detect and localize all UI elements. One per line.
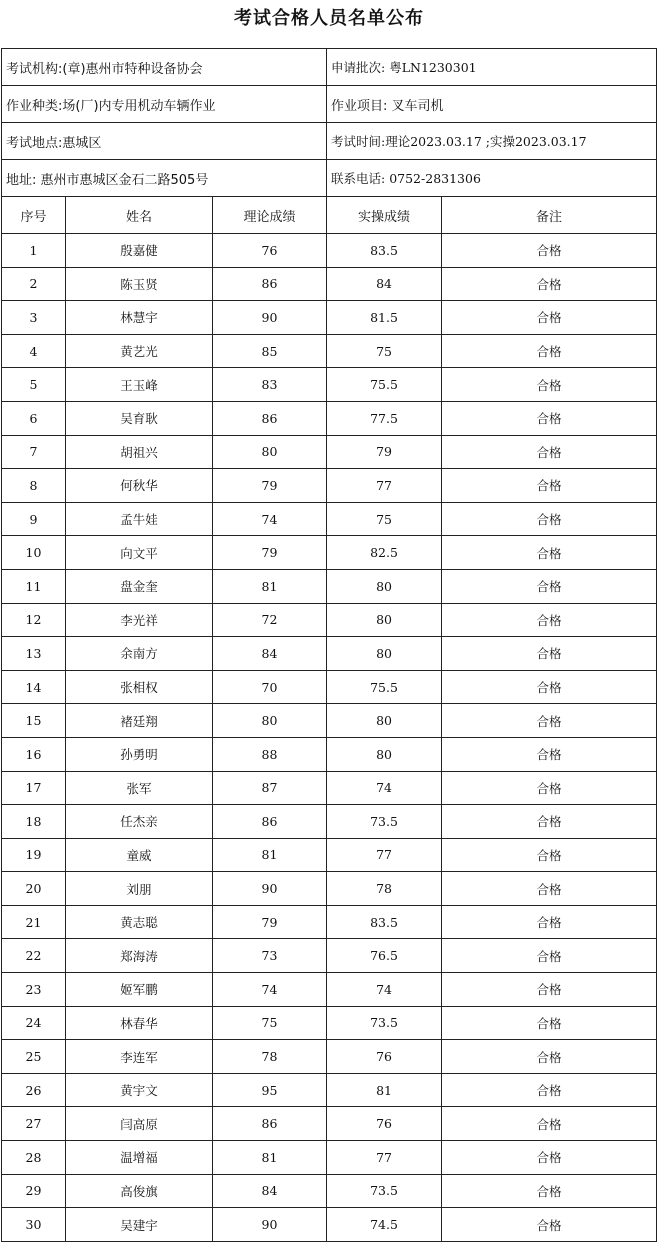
table-row [2, 536, 657, 570]
table-row [2, 1141, 657, 1175]
header-theory: 理论成绩 [213, 197, 327, 234]
table-row [2, 435, 657, 469]
location-cell: 考试地点:惠城区 [2, 123, 327, 160]
remark-cell: 合格 [442, 838, 657, 872]
remark-cell: 合格 [442, 1107, 657, 1141]
name-cell: 刘朋 [66, 872, 213, 906]
remark-cell: 合格 [442, 603, 657, 637]
name-cell: 林春华 [66, 1006, 213, 1040]
practical-score-cell: 80 [327, 569, 442, 603]
practical-score-cell: 80 [327, 704, 442, 738]
time-cell: 考试时间:理论2023.03.17 ;实操2023.03.17 [327, 123, 657, 160]
remark-cell: 合格 [442, 704, 657, 738]
practical-score-cell: 83.5 [327, 234, 442, 268]
seq-cell: 29 [2, 1174, 66, 1208]
name-cell: 姬军鹏 [66, 973, 213, 1007]
table-row [2, 670, 657, 704]
table-row [2, 973, 657, 1007]
practical-score-cell: 77.5 [327, 401, 442, 435]
results-table [1, 48, 657, 1242]
name-cell: 闫高原 [66, 1107, 213, 1141]
theory-score-cell: 81 [213, 569, 327, 603]
theory-score-cell: 73 [213, 939, 327, 973]
practical-score-cell: 81.5 [327, 301, 442, 335]
table-row [2, 1208, 657, 1242]
header-name: 姓名 [66, 197, 213, 234]
practical-score-cell: 75.5 [327, 368, 442, 402]
seq-cell: 11 [2, 569, 66, 603]
name-cell: 高俊旗 [66, 1174, 213, 1208]
table-row [2, 905, 657, 939]
theory-score-cell: 84 [213, 637, 327, 671]
name-cell: 李连军 [66, 1040, 213, 1074]
practical-score-cell: 73.5 [327, 805, 442, 839]
table-row [2, 267, 657, 301]
table-row [2, 771, 657, 805]
seq-cell: 26 [2, 1073, 66, 1107]
seq-cell: 3 [2, 301, 66, 335]
remark-cell: 合格 [442, 1141, 657, 1175]
name-cell: 郑海涛 [66, 939, 213, 973]
info-row-2 [2, 86, 657, 123]
seq-cell: 12 [2, 603, 66, 637]
name-cell: 黄艺光 [66, 334, 213, 368]
practical-score-cell: 74 [327, 771, 442, 805]
practical-score-cell: 75 [327, 502, 442, 536]
practical-score-cell: 84 [327, 267, 442, 301]
seq-cell: 1 [2, 234, 66, 268]
address-cell: 地址: 惠州市惠城区金石二路505号 [2, 160, 327, 197]
table-row [2, 1073, 657, 1107]
table-row [2, 301, 657, 335]
table-row [2, 401, 657, 435]
theory-score-cell: 70 [213, 670, 327, 704]
practical-score-cell: 83.5 [327, 905, 442, 939]
name-cell: 胡祖兴 [66, 435, 213, 469]
remark-cell: 合格 [442, 502, 657, 536]
seq-cell: 30 [2, 1208, 66, 1242]
remark-cell: 合格 [442, 872, 657, 906]
practical-score-cell: 77 [327, 1141, 442, 1175]
remark-cell: 合格 [442, 905, 657, 939]
header-remark: 备注 [442, 197, 657, 234]
remark-cell: 合格 [442, 1208, 657, 1242]
practical-score-cell: 73.5 [327, 1006, 442, 1040]
seq-cell: 6 [2, 401, 66, 435]
table-row [2, 704, 657, 738]
remark-cell: 合格 [442, 301, 657, 335]
theory-score-cell: 81 [213, 1141, 327, 1175]
name-cell: 李光祥 [66, 603, 213, 637]
seq-cell: 25 [2, 1040, 66, 1074]
theory-score-cell: 86 [213, 401, 327, 435]
theory-score-cell: 87 [213, 771, 327, 805]
practical-score-cell: 79 [327, 435, 442, 469]
theory-score-cell: 79 [213, 536, 327, 570]
theory-score-cell: 85 [213, 334, 327, 368]
table-row [2, 1040, 657, 1074]
table-row [2, 368, 657, 402]
seq-cell: 15 [2, 704, 66, 738]
name-cell: 王玉峰 [66, 368, 213, 402]
theory-score-cell: 75 [213, 1006, 327, 1040]
seq-cell: 8 [2, 469, 66, 503]
remark-cell: 合格 [442, 469, 657, 503]
theory-score-cell: 83 [213, 368, 327, 402]
table-row [2, 939, 657, 973]
table-row [2, 1006, 657, 1040]
name-cell: 孟牛娃 [66, 502, 213, 536]
remark-cell: 合格 [442, 805, 657, 839]
seq-cell: 4 [2, 334, 66, 368]
header-seq: 序号 [2, 197, 66, 234]
name-cell: 盘金奎 [66, 569, 213, 603]
theory-score-cell: 80 [213, 435, 327, 469]
practical-score-cell: 82.5 [327, 536, 442, 570]
practical-score-cell: 75.5 [327, 670, 442, 704]
phone-cell: 联系电话: 0752-2831306 [327, 160, 657, 197]
remark-cell: 合格 [442, 569, 657, 603]
page-title: 考试合格人员名单公布 [234, 8, 424, 29]
seq-cell: 28 [2, 1141, 66, 1175]
table-row [2, 872, 657, 906]
table-header-row [2, 197, 657, 234]
theory-score-cell: 79 [213, 469, 327, 503]
table-row [2, 502, 657, 536]
seq-cell: 16 [2, 737, 66, 771]
name-cell: 陈玉贤 [66, 267, 213, 301]
name-cell: 温增福 [66, 1141, 213, 1175]
institution-cell: 考试机构:(章)惠州市特种设备协会 [2, 49, 327, 86]
theory-score-cell: 81 [213, 838, 327, 872]
practical-score-cell: 77 [327, 469, 442, 503]
seq-cell: 2 [2, 267, 66, 301]
remark-cell: 合格 [442, 637, 657, 671]
practical-score-cell: 73.5 [327, 1174, 442, 1208]
theory-score-cell: 88 [213, 737, 327, 771]
theory-score-cell: 90 [213, 1208, 327, 1242]
seq-cell: 22 [2, 939, 66, 973]
batch-cell: 申请批次: 粤LN1230301 [327, 49, 657, 86]
table-row [2, 469, 657, 503]
remark-cell: 合格 [442, 1040, 657, 1074]
remark-cell: 合格 [442, 737, 657, 771]
header-practical: 实操成绩 [327, 197, 442, 234]
seq-cell: 17 [2, 771, 66, 805]
name-cell: 孙勇明 [66, 737, 213, 771]
remark-cell: 合格 [442, 368, 657, 402]
name-cell: 吴育耿 [66, 401, 213, 435]
name-cell: 吴建宇 [66, 1208, 213, 1242]
table-row [2, 569, 657, 603]
seq-cell: 23 [2, 973, 66, 1007]
practical-score-cell: 76 [327, 1040, 442, 1074]
name-cell: 余南方 [66, 637, 213, 671]
remark-cell: 合格 [442, 334, 657, 368]
seq-cell: 18 [2, 805, 66, 839]
practical-score-cell: 80 [327, 737, 442, 771]
practical-score-cell: 80 [327, 603, 442, 637]
table-row [2, 603, 657, 637]
theory-score-cell: 74 [213, 502, 327, 536]
theory-score-cell: 86 [213, 1107, 327, 1141]
name-cell: 张军 [66, 771, 213, 805]
theory-score-cell: 78 [213, 1040, 327, 1074]
practical-score-cell: 78 [327, 872, 442, 906]
name-cell: 向文平 [66, 536, 213, 570]
practical-score-cell: 80 [327, 637, 442, 671]
item-cell: 作业项目: 叉车司机 [327, 86, 657, 123]
practical-score-cell: 76 [327, 1107, 442, 1141]
name-cell: 黄宇文 [66, 1073, 213, 1107]
theory-score-cell: 86 [213, 267, 327, 301]
practical-score-cell: 75 [327, 334, 442, 368]
theory-score-cell: 90 [213, 301, 327, 335]
name-cell: 褚廷翔 [66, 704, 213, 738]
name-cell: 殷嘉健 [66, 234, 213, 268]
seq-cell: 19 [2, 838, 66, 872]
remark-cell: 合格 [442, 267, 657, 301]
seq-cell: 9 [2, 502, 66, 536]
name-cell: 黄志聪 [66, 905, 213, 939]
theory-score-cell: 79 [213, 905, 327, 939]
name-cell: 林慧宇 [66, 301, 213, 335]
seq-cell: 13 [2, 637, 66, 671]
practical-score-cell: 74.5 [327, 1208, 442, 1242]
table-row [2, 637, 657, 671]
name-cell: 童威 [66, 838, 213, 872]
seq-cell: 21 [2, 905, 66, 939]
practical-score-cell: 77 [327, 838, 442, 872]
table-row [2, 234, 657, 268]
remark-cell: 合格 [442, 401, 657, 435]
seq-cell: 20 [2, 872, 66, 906]
name-cell: 任杰亲 [66, 805, 213, 839]
name-cell: 何秋华 [66, 469, 213, 503]
theory-score-cell: 74 [213, 973, 327, 1007]
seq-cell: 27 [2, 1107, 66, 1141]
table-row [2, 334, 657, 368]
remark-cell: 合格 [442, 1174, 657, 1208]
theory-score-cell: 95 [213, 1073, 327, 1107]
table-body [2, 234, 657, 1242]
remark-cell: 合格 [442, 536, 657, 570]
seq-cell: 10 [2, 536, 66, 570]
remark-cell: 合格 [442, 771, 657, 805]
theory-score-cell: 84 [213, 1174, 327, 1208]
info-row-1 [2, 49, 657, 86]
theory-score-cell: 76 [213, 234, 327, 268]
remark-cell: 合格 [442, 670, 657, 704]
table-row [2, 805, 657, 839]
seq-cell: 24 [2, 1006, 66, 1040]
seq-cell: 14 [2, 670, 66, 704]
info-row-3 [2, 123, 657, 160]
theory-score-cell: 72 [213, 603, 327, 637]
remark-cell: 合格 [442, 234, 657, 268]
table-row [2, 1174, 657, 1208]
table-row [2, 1107, 657, 1141]
theory-score-cell: 80 [213, 704, 327, 738]
name-cell: 张相权 [66, 670, 213, 704]
practical-score-cell: 81 [327, 1073, 442, 1107]
theory-score-cell: 90 [213, 872, 327, 906]
remark-cell: 合格 [442, 435, 657, 469]
table-row [2, 737, 657, 771]
remark-cell: 合格 [442, 1073, 657, 1107]
practical-score-cell: 76.5 [327, 939, 442, 973]
info-row-4 [2, 160, 657, 197]
category-cell: 作业种类:场(厂)内专用机动车辆作业 [2, 86, 327, 123]
table-row [2, 838, 657, 872]
seq-cell: 5 [2, 368, 66, 402]
remark-cell: 合格 [442, 1006, 657, 1040]
practical-score-cell: 74 [327, 973, 442, 1007]
theory-score-cell: 86 [213, 805, 327, 839]
remark-cell: 合格 [442, 973, 657, 1007]
remark-cell: 合格 [442, 939, 657, 973]
seq-cell: 7 [2, 435, 66, 469]
